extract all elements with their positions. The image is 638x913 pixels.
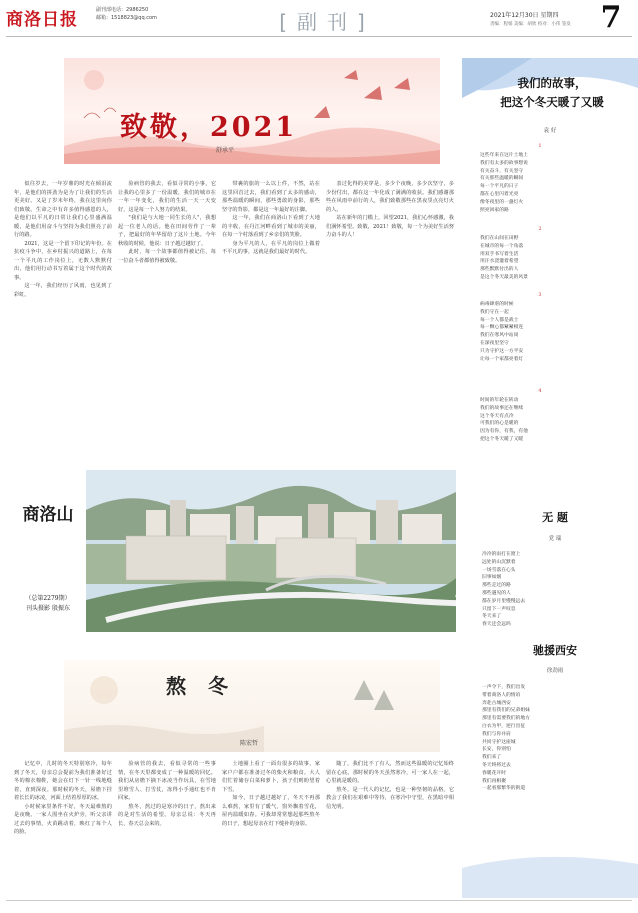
article2-byline: 陈宏哲 [240, 740, 259, 747]
article2-title: 熬冬 [166, 674, 250, 698]
article1-col2 [118, 180, 216, 464]
stanza-number: 4 [538, 388, 542, 394]
issue-date: 2021年12月30日 星期四 [490, 12, 559, 19]
poem-line: 那些遇见的人 [482, 590, 511, 596]
poem-line: 一起看那繁华的街道 [482, 786, 526, 792]
article2-col4 [326, 760, 454, 896]
hero-byline: 舒承平 [216, 147, 235, 154]
stanza-number: 1 [538, 143, 542, 149]
paragraph: 记忆中，儿时的冬天特别寒冷，每年到了冬天，母亲总会提前为我们准备好过冬的棉衣棉鞋，她会在灯下一针一线地缝着，直到深夜。那时候的冬天，屋檐下挂着长长的冰凌，河面上结着厚厚的冰。 [14, 761, 112, 801]
paragraph: 这一年，我们经历了风雨，也见到了彩虹。 [14, 283, 112, 298]
poem2-title: 无 题 [542, 511, 568, 524]
poem-line: 只留下一声叹息 [482, 606, 516, 612]
poem1-stanza2 [480, 235, 620, 285]
article1-col3 [222, 180, 320, 464]
date-block [490, 10, 590, 27]
poem-line: 那里有需要我们的地方 [482, 716, 530, 722]
article1-col1 [14, 180, 112, 464]
poem-line: 只为守护这一方平安 [480, 348, 524, 354]
article2-col3 [222, 760, 320, 896]
poem3-body [482, 684, 622, 798]
poem1-title-line1: 我们的故事， [517, 76, 587, 90]
poem-line: 远处的山沉默着 [482, 559, 516, 565]
issue-count: （总第2279期） [25, 595, 71, 602]
poem-line: 有关那些温暖的瞬间 [480, 176, 524, 182]
paragraph: 验病管的我去，看似寻常的小事，它让我的心里多了一份温暖，我们的城市在一年一年变化，我们的生活一天一天变好，这是每一个人努力的结果。 [118, 181, 216, 213]
poem-line: 共同守护这座城 [482, 739, 516, 745]
poem-line: 都在心里闪着光亮 [480, 191, 519, 197]
photo-credit: 刊头摄影 殷振东 [26, 605, 70, 612]
poem-line: 那里有我们的兄弟姐妹 [482, 708, 530, 714]
contact-info [96, 6, 246, 22]
poem-line: 有关奋斗，有关坚守 [480, 168, 524, 174]
paragraph: 如今，日子越过越好了，冬天不再那么难熬，家里有了暖气，窗外飘着雪花，屋内温暖如春。可我却常常想起那些熬冬的日子，想起母亲在灯下缝补的身影。 [222, 795, 320, 827]
masthead-divider [6, 36, 632, 37]
paragraph: 似往岁去，一年岁鼎的时光在倾泪流年，是他们的拼劲为是为了让我们的生活更美好。又是了岁末年终，我在这里向你们致敬。生命之中有许多值得感恩的人，是他们以平凡的日常让我们心里盛满温暖，是他们用奋斗与坚持为我们照亮了前行的路。 [14, 181, 112, 238]
poem-line: 这些年来在这片土地上 [480, 153, 528, 158]
poem-line: 奔赴古城西安 [482, 700, 511, 706]
poem-line: 用汗水浇灌着希望 [480, 259, 519, 265]
paragraph: 小时候家里条件不好，冬天最难熬的是夜晚。一家人围坐在火炉旁，听父亲讲过去的事情，火苗跳动着，映红了每个人的脸。 [14, 803, 112, 835]
poem-line: 这个冬天有点冷 [480, 413, 514, 419]
newspaper-logo: 商洛日报 [6, 10, 78, 30]
poem-line: 在城市的每一个角落 [480, 243, 524, 249]
poem-line: 把这个冬天暖了又暖 [480, 436, 524, 442]
poem-line: 我们在山间在田野 [480, 236, 519, 241]
paragraph: 随了，我们比不了有人，然而这些温暖的记忆始终留在心底。那时候的冬天虽然寒冷，可一家人在一起，心里就是暖的。 [326, 761, 454, 784]
poem-line: 一声令下，我们出发 [482, 685, 526, 690]
paragraph: 身为平凡的人，在平凡的岗位上做着不平凡的事，这就是我们最好的时代。 [222, 240, 320, 255]
poem-line: 我们守在一起 [480, 309, 509, 315]
poem-line: 白衣为甲，逆行出征 [482, 723, 526, 729]
poem-line: 照亮回家的路 [480, 207, 509, 213]
section-title: [副刊] [279, 10, 375, 34]
poem-line: 春暖花开时 [482, 770, 506, 776]
poem1-author: 袁 好 [543, 128, 557, 134]
poem1-stanza1 [480, 152, 620, 216]
poem1-stanza4 [480, 397, 620, 447]
paragraph: 此时，每一个故事都值得被记住，每一位奋斗者都值得被致敬。 [118, 249, 216, 264]
footer-divider [6, 900, 632, 901]
poem-line: 一场雪落在心头 [482, 567, 516, 573]
paragraph: 土地圈上看了一面有很多的故事，家家户户都在准备过冬的柴火和粮食。大人们忙着储存白菜和萝卜，孩子们则盼望着下雪。 [222, 761, 320, 793]
paragraph: 这一年，我们在商洛山下看到了大地的丰收，在丹江河畔看到了城市的美丽，在每一个村落看到了乡亲们的笑脸。 [222, 215, 320, 238]
phone-line: 副刊部电话：2986250 [96, 7, 149, 13]
poem-line: 长安，你别怕 [482, 747, 511, 753]
article2-col2 [118, 760, 216, 896]
paragraph: "我们是与大地一同生长的人"，我想起一位老人的话。他在田间劳作了一辈子，把最好的年华留给了这片土地。今年秋收的时候，他说：日子越过越好了。 [118, 215, 216, 247]
poem-line: 我们来了 [482, 755, 502, 761]
poem-line: 冬天终将过去 [482, 762, 511, 768]
photo-caption [14, 594, 82, 614]
cityscape-image [86, 470, 456, 632]
hero-title: 致敬，2021 [120, 112, 298, 143]
paragraph: 带裹的旅的一么以上件，不然，站在这里回首过去，我们看到了太多的感动，那些温暖的瞬间，那些勇敢的身影，那些坚守的背影，都是这一年最好的注脚。 [222, 181, 320, 213]
poem-line: 每一颗心都紧紧相连 [480, 325, 524, 331]
poem-line: 每一个平凡的日子 [480, 184, 519, 190]
poem-line: 旧事如烟 [482, 575, 502, 581]
city-photo [86, 470, 456, 632]
poem-line: 我们与你并肩 [482, 731, 511, 737]
paragraph: 站在新年的门槛上，回望2021，我们心怀感激，我们满怀希望。致敬，2021！致敬，每一个为美好生活努力奋斗的人！ [326, 215, 454, 238]
paragraph: 验病管的我去，看似寻常的一些事情，在冬天里都变成了一种温暖的回忆。我们从房檐下摘下冰凌当作玩具，在雪地里堆雪人、打雪仗，冻得小手通红也不肯回家。 [118, 761, 216, 801]
page-number: 7 [600, 0, 622, 35]
poem3-author: 徐劲雨 [546, 668, 564, 674]
stanza-number: 3 [538, 292, 542, 298]
poem2-author: 党 瑞 [548, 536, 562, 542]
poem1-title-line2: 把这个冬天暖了又暖 [500, 95, 604, 109]
poem-line: 因为有你，有我，有他 [480, 429, 528, 435]
poem-line: 冬天来了 [482, 614, 502, 620]
poem-line: 每一个人都是战士 [480, 317, 519, 323]
poem-line: 那些走过的路 [482, 583, 511, 589]
poem-line: 冷冷的雨打在窗上 [482, 552, 521, 557]
poem1-stanza3 [480, 301, 620, 365]
poem-line: 带着商洛人的情谊 [482, 692, 521, 698]
paragraph: 熬冬，是一代人的记忆，也是一种坚韧的品格。它教会了我们在艰难中等待，在寒冷中守望，在黑暗中相信光明。 [326, 786, 454, 810]
article2-col1 [14, 760, 112, 896]
poem-line: 用双手书写着生活 [480, 251, 519, 257]
paragraph: 2021，这是一个留下印记的年份。在抗疫斗争中，在乡村振兴的道路上，在每一个平凡的工作岗位上，无数人默默付出，他们用行动书写着属于这个时代的故事。 [14, 240, 112, 281]
article1-col4 [326, 180, 454, 464]
stanza-number: 2 [538, 226, 542, 232]
poem2-body [482, 551, 622, 633]
poem-line: 病毒肆虐的时候 [480, 302, 514, 307]
poem-line: 那些默默付出的人 [480, 267, 519, 273]
poem-line: 春天还会远吗 [482, 622, 511, 628]
paragraph: 表过化得的美穿是，多少个夜晚，多少次坚守，多少份付出，都在这一年化成了满满的收获。我们感谢那些在风雨中前行的人，我们致敬那些在黑夜里点亮灯火的人。 [326, 181, 454, 213]
poem-line: 都在岁月里慢慢远去 [482, 598, 526, 604]
email-line: 邮箱：1518823@qq.com [96, 15, 157, 21]
poem-line: 像冬夜里的一盏灯火 [480, 199, 524, 205]
poem-line: 时间的年轮在转动 [480, 398, 519, 403]
poem-line: 我们在寒风中站岗 [480, 333, 519, 339]
poem-line: 可我们的心是暖的 [480, 421, 519, 427]
paragraph: 熬冬，熬过的是寒冷的日子，熬出来的是对生活的希望。母亲总说：冬天再长，春天总会来的。 [118, 803, 216, 827]
poem3-title: 驰援西安 [533, 644, 577, 657]
poem-line: 是这个冬天最美的风景 [480, 274, 528, 280]
poem-line: 我们有太多的故事想说 [480, 160, 528, 166]
poem-line: 让每一个家都亮着灯 [480, 356, 524, 362]
poem-line: 在深夜里坚守 [480, 340, 509, 346]
poem-line: 我们再相聚 [482, 778, 506, 784]
poem-line: 我们的故事还在继续 [480, 405, 524, 411]
editor-credits: 责编：程娟 美编：胡欣 校对：小伟 签发 [490, 22, 571, 27]
photo-title: 商洛山 [22, 505, 74, 525]
